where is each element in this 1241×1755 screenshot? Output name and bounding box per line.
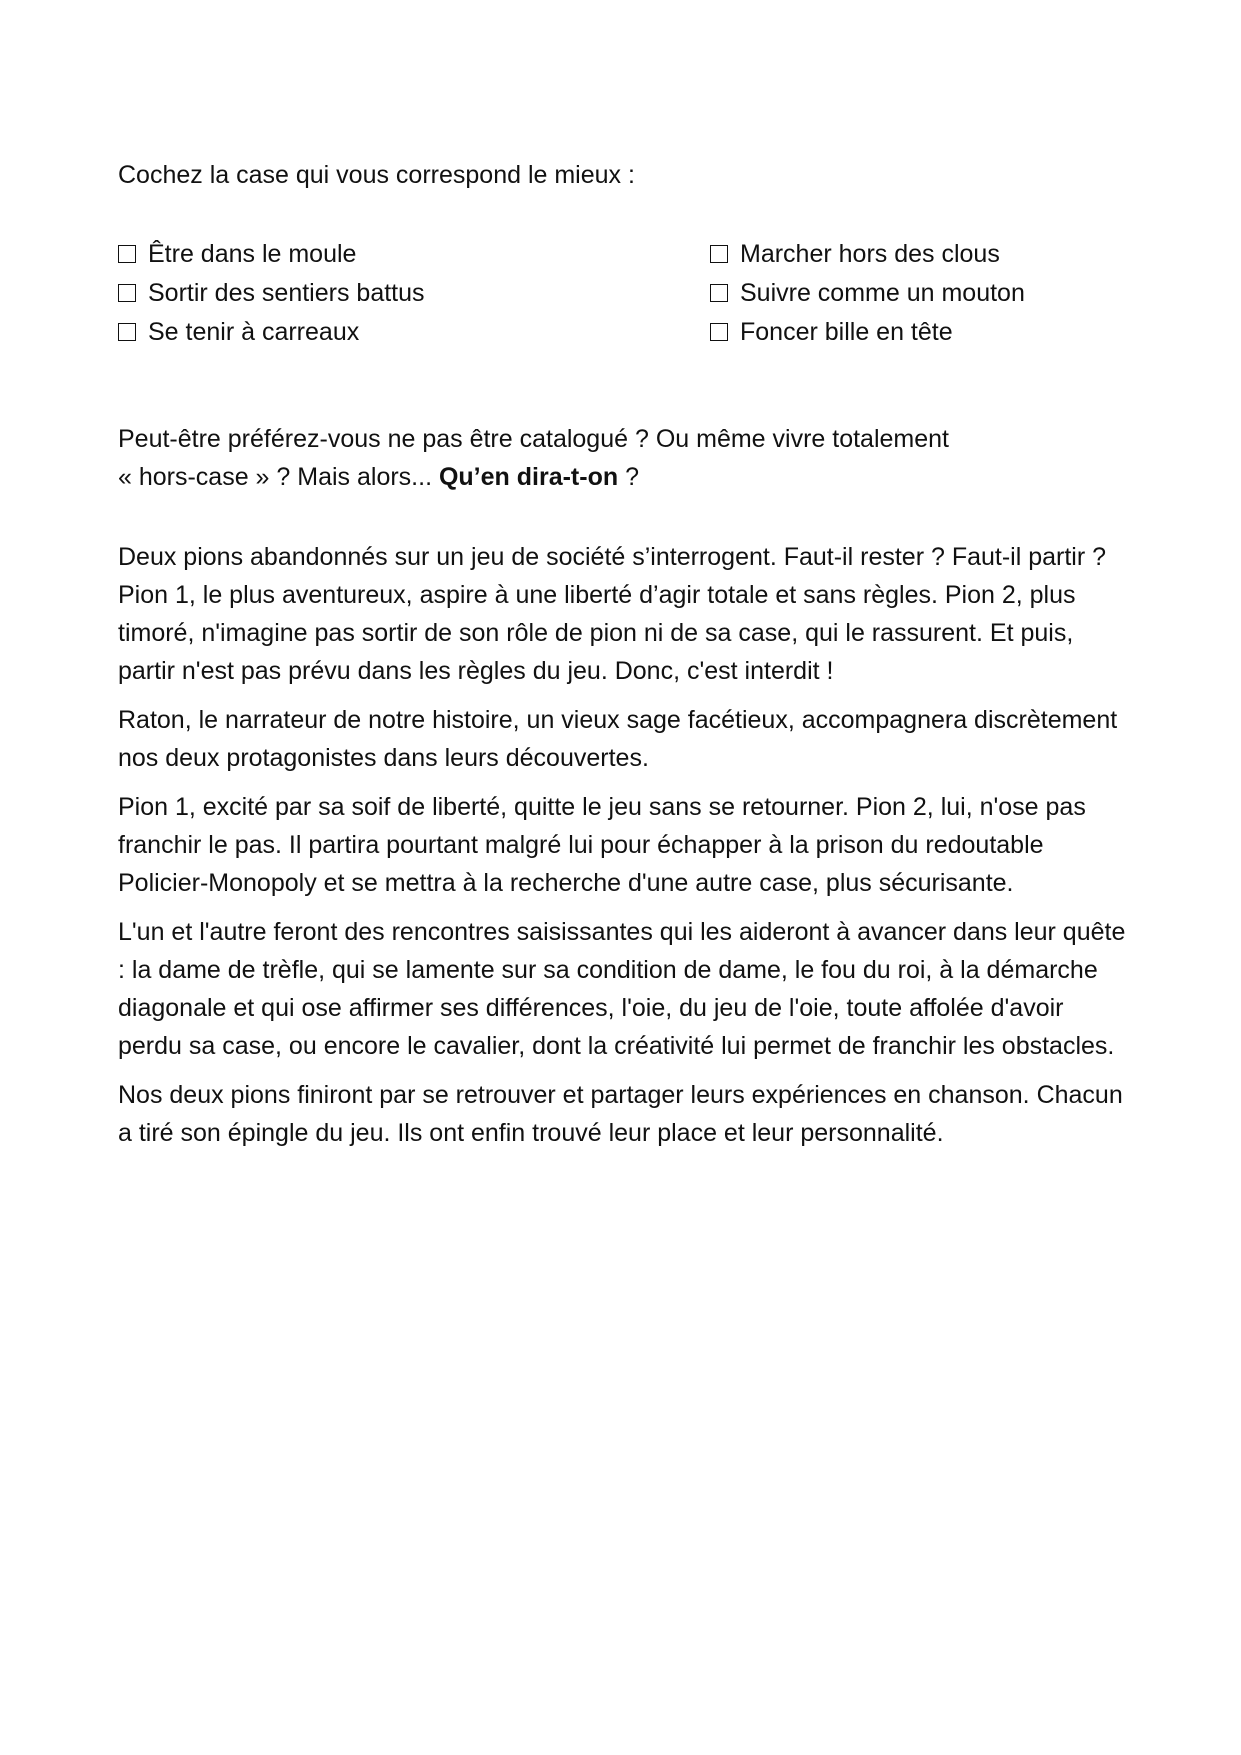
question-line-2 (118, 458, 1128, 496)
checkbox-option[interactable] (710, 273, 1025, 312)
question-block (118, 420, 1128, 496)
question-emphasis: Qu’en dira-t-on (438, 463, 619, 491)
checkbox-list-left (118, 234, 425, 351)
question-line-1: Peut-être préférez-vous ne pas être catalogué ? Ou même vivre totalement (118, 425, 949, 453)
checkbox-icon[interactable] (118, 323, 136, 341)
checkbox-label: Marcher hors des clous (740, 239, 1000, 268)
checkbox-option[interactable] (710, 234, 1025, 273)
checkbox-label: Être dans le moule (148, 239, 357, 268)
question-end: ? (618, 463, 639, 491)
synopsis-paragraph: Pion 1, excité par sa soif de liberté, quitte le jeu sans se retourner. Pion 2, lui, n'ose pas franchir le pas. Il partira pourtant malgré lui pour échapper à la prison du redoutable Policier-Monopoly et se mettra à la recherche d'une autre case, plus sécurisante. (118, 793, 1086, 897)
question-text: « hors-case » ? Mais alors... (118, 463, 439, 491)
checkbox-option[interactable] (118, 273, 425, 312)
checkbox-icon[interactable] (118, 284, 136, 302)
checkbox-label: Sortir des sentiers battus (148, 278, 425, 307)
synopsis-paragraph: Nos deux pions finiront par se retrouver et partager leurs expériences en chanson. Chacun a tiré son épingle du jeu. Ils ont enfin trouvé leur place et leur personnalité. (118, 1081, 1123, 1147)
checkbox-icon[interactable] (710, 323, 728, 341)
checkbox-icon[interactable] (710, 245, 728, 263)
checkbox-icon[interactable] (118, 245, 136, 263)
checkbox-label: Suivre comme un mouton (740, 278, 1025, 307)
checkbox-icon[interactable] (710, 284, 728, 302)
synopsis-body (118, 538, 1128, 1163)
synopsis-paragraph: Raton, le narrateur de notre histoire, un vieux sage facétieux, accompagnera discrètement nos deux protagonistes dans leurs découvertes. (118, 706, 1118, 772)
synopsis-paragraph: L'un et l'autre feront des rencontres saisissantes qui les aideront à avancer dans leur quête : la dame de trèfle, qui se lamente sur sa condition de dame, le fou du roi, à la démarche diagonale et qui ose affirmer ses différences, l'oie, du jeu de l'oie, toute affolée d'avoir perdu sa case, ou encore le cavalier, dont la créativité lui permet de franchir les obstacles. (118, 918, 1126, 1060)
checkbox-option[interactable] (710, 312, 1025, 351)
checkbox-option[interactable] (118, 312, 425, 351)
checkbox-list-right (710, 234, 1025, 351)
synopsis-paragraph: Deux pions abandonnés sur un jeu de société s’interrogent. Faut-il rester ? Faut-il partir ? Pion 1, le plus aventureux, aspire à une liberté d’agir totale et sans règles. Pion 2, plus timoré, n'imagine pas sortir de son rôle de pion ni de sa case, qui le rassurent. Et puis, partir n'est pas prévu dans les règles du jeu. Donc, c'est interdit ! (118, 543, 1107, 685)
checkbox-label: Foncer bille en tête (740, 317, 953, 346)
checkbox-label: Se tenir à carreaux (148, 317, 360, 346)
intro-instruction: Cochez la case qui vous correspond le mieux : (118, 161, 635, 189)
checkbox-option[interactable] (118, 234, 425, 273)
